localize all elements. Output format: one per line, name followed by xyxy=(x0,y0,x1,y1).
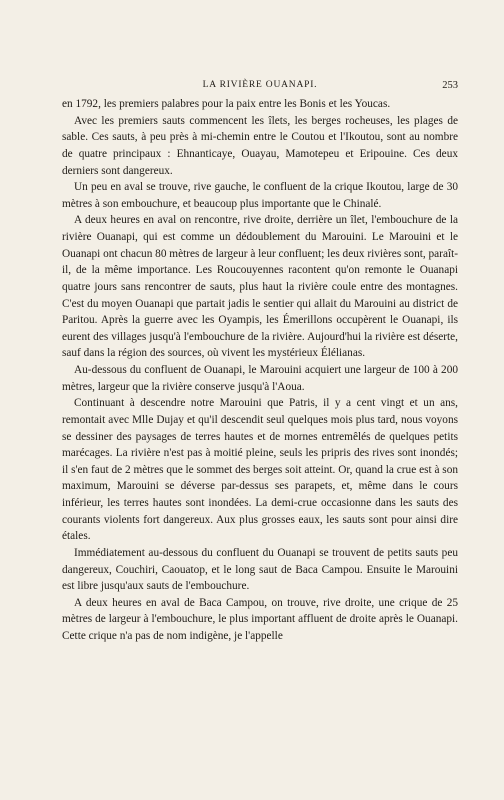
running-head xyxy=(62,80,458,94)
paragraph-1: en 1792, les premiers palabres pour la paix entre les Bonis et les Youcas. xyxy=(62,98,391,110)
paragraph-7: Immédiatement au-dessous du confluent du Ouanapi se trouvent de petits sauts peu dangereux, Couchiri, Caouatop, et le long saut de Baca Campou. Ensuite le Marouini est libre jusqu'aux sauts de l'embouchure. xyxy=(62,546,458,593)
body-text xyxy=(62,96,458,645)
page-number: 253 xyxy=(442,80,458,91)
paragraph-3: Un peu en aval se trouve, rive gauche, le confluent de la crique Ikoutou, large de 30 mètres à son embouchure, et beaucoup plus importante que le Chinalé. xyxy=(62,181,458,210)
paragraph-2: Avec les premiers sauts commencent les îlets, les berges rocheuses, les plages de sable. Ces sauts, à peu près à mi-chemin entre le Coutou et l'Ikoutou, sont au nombre de quatre principaux : Ehnanticaye, Ouayau, Mamotepeu et Eripouine. Ces deux derniers sont dangereux. xyxy=(62,114,458,177)
paragraph-6: Continuant à descendre notre Marouini que Patris, il y a cent vingt et un ans, remontait avec Mlle Dujay et qu'il descendit seul quelques mois plus tard, nous voyons se dessiner des paysages de terres hautes et de mornes entremêlés de quelques petits marécages. La rivière n'est pas à moitié pleine, seuls les pripris des rives sont inondés; il s'en faut de 2 mètres que le sommet des berges soit atteint. Or, quand la crue est à son maximum, Marouini se déverse par-dessus ses parapets, et, même dans le cours inférieur, les terres hautes sont inondées. La demi-crue occasionne dans les sauts des courants violents fort dangereux. Aux plus grosses eaux, les sauts sont pour ainsi dire étales. xyxy=(62,397,458,543)
paragraph-4: A deux heures en aval on rencontre, rive droite, derrière un îlet, l'embouchure de la rivière Ouanapi, qui est comme un dédoublement du Marouini. Le Marouini et le Ouanapi ont chacun 80 mètres de largeur à leur confluent; les deux rivières sont, paraît-il, de la même importance. Les Roucouyennes racontent qu'on remonte le Ouanapi quatre jours sans rencontrer de sauts, plus haut la rivière coule entre des montagnes. C'est du moyen Ouanapi que partait jadis le sentier qui allait du Marouini au district de Paritou. Après la guerre avec les Oyampis, les Émerillons occupèrent le Ouanapi, ils eurent des villages jusqu'à l'embouchure de la rivière. Aujourd'hui la rivière est déserte, sauf dans la région des sources, où vivent les mystérieux Élélianas. xyxy=(62,214,458,360)
chapter-title: LA RIVIÈRE OUANAPI. xyxy=(202,80,318,90)
paragraph-8: A deux heures en aval de Baca Campou, on trouve, rive droite, une crique de 25 mètres de largeur à l'embouchure, le plus important affluent de droite après le Ouanapi. Cette crique n'a pas de nom indigène, je l'appelle xyxy=(62,596,458,642)
paragraph-5: Au-dessous du confluent de Ouanapi, le Marouini acquiert une largeur de 100 à 200 mètres, largeur que la rivière conserve jusqu'à l'Aoua. xyxy=(62,364,458,393)
